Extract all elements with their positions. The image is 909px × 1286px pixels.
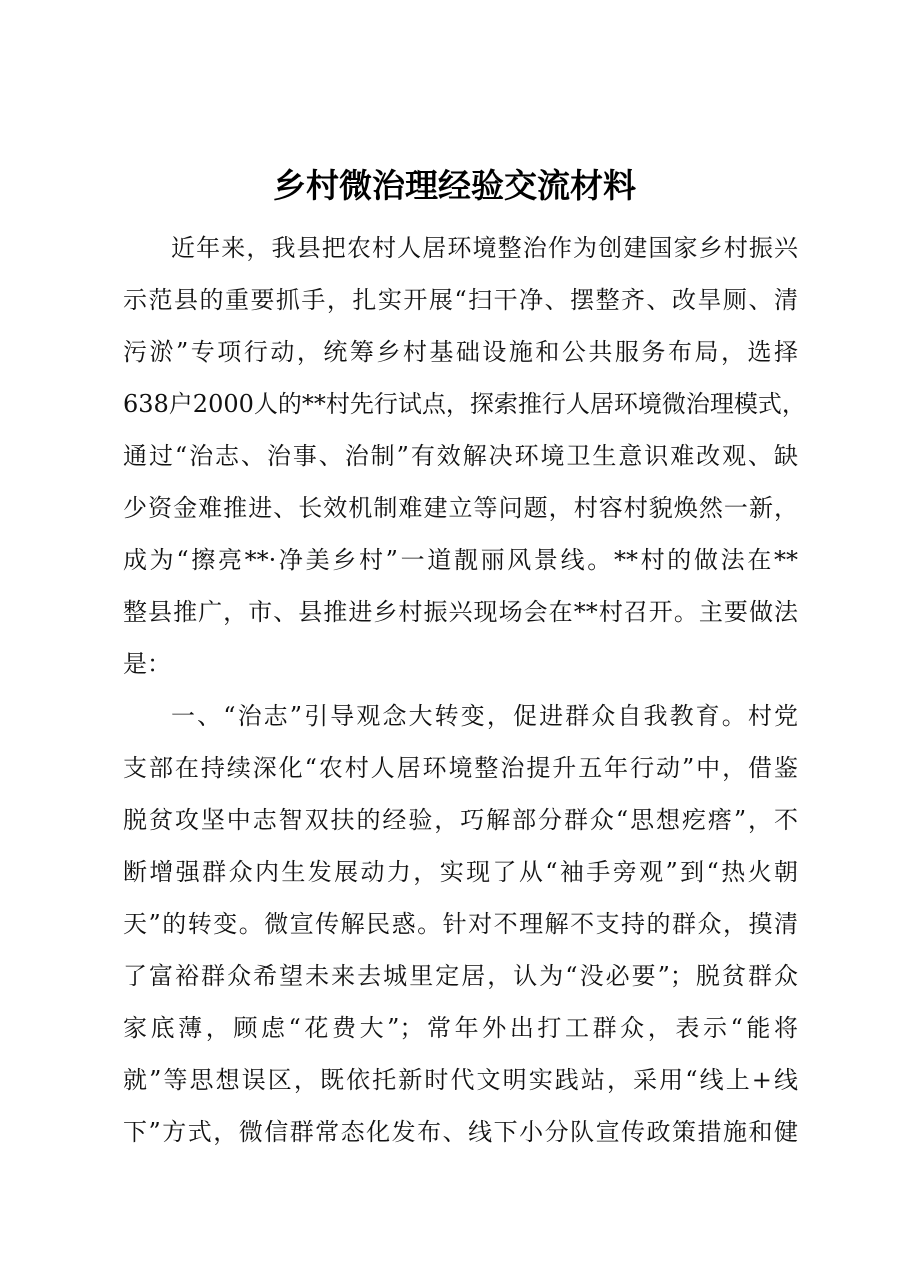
paragraph-line: 支部在持续深化“农村人居环境整治提升五年行动”中，借鉴 [123, 754, 798, 782]
paragraph-line: 近年来，我县把农村人居环境整治作为创建国家乡村振兴 [171, 234, 798, 262]
paragraph-line: 一、“治志”引导观念大转变，促进群众自我教育。村党 [171, 702, 798, 730]
paragraph-line: 断增强群众内生发展动力，实现了从“袖手旁观”到“热火朝 [123, 858, 798, 886]
paragraph-line: 成为“擦亮**·净美乡村”一道靓丽风景线。**村的做法在** [123, 546, 798, 574]
paragraph-line: 通过“治志、治事、治制”有效解决环境卫生意识难改观、缺 [123, 442, 798, 470]
document-body [123, 222, 806, 1158]
paragraph-line: 家底薄，顾虑“花费大”；常年外出打工群众，表示“能将 [123, 1014, 798, 1042]
paragraph-line: 638户2000人的**村先行试点，探索推行人居环境微治理模式， [123, 390, 806, 418]
paragraph-line: 脱贫攻坚中志智双扶的经验，巧解部分群众“思想疙瘩”，不 [123, 806, 798, 834]
paragraph-line: 天”的转变。微宣传解民惑。针对不理解不支持的群众，摸清 [123, 910, 798, 938]
paragraph-line: 就”等思想误区，既依托新时代文明实践站，采用“线上+线 [123, 1066, 798, 1094]
paragraph-line: 少资金难推进、长效机制难建立等问题，村容村貌焕然一新， [123, 494, 798, 522]
paragraph-line: 了富裕群众希望未来去城里定居，认为“没必要”；脱贫群众 [123, 962, 798, 990]
paragraph-line: 污淤”专项行动，统筹乡村基础设施和公共服务布局，选择 [123, 338, 798, 366]
paragraph-line: 下”方式，微信群常态化发布、线下小分队宣传政策措施和健 [123, 1118, 798, 1146]
paragraph-line: 是： [123, 650, 171, 678]
paragraph-line: 示范县的重要抓手，扎实开展“扫干净、摆整齐、改旱厕、清 [123, 286, 798, 314]
paragraph-line: 整县推广，市、县推进乡村振兴现场会在**村召开。主要做法 [123, 598, 798, 626]
document-title: 乡村微治理经验交流材料 [273, 166, 636, 205]
